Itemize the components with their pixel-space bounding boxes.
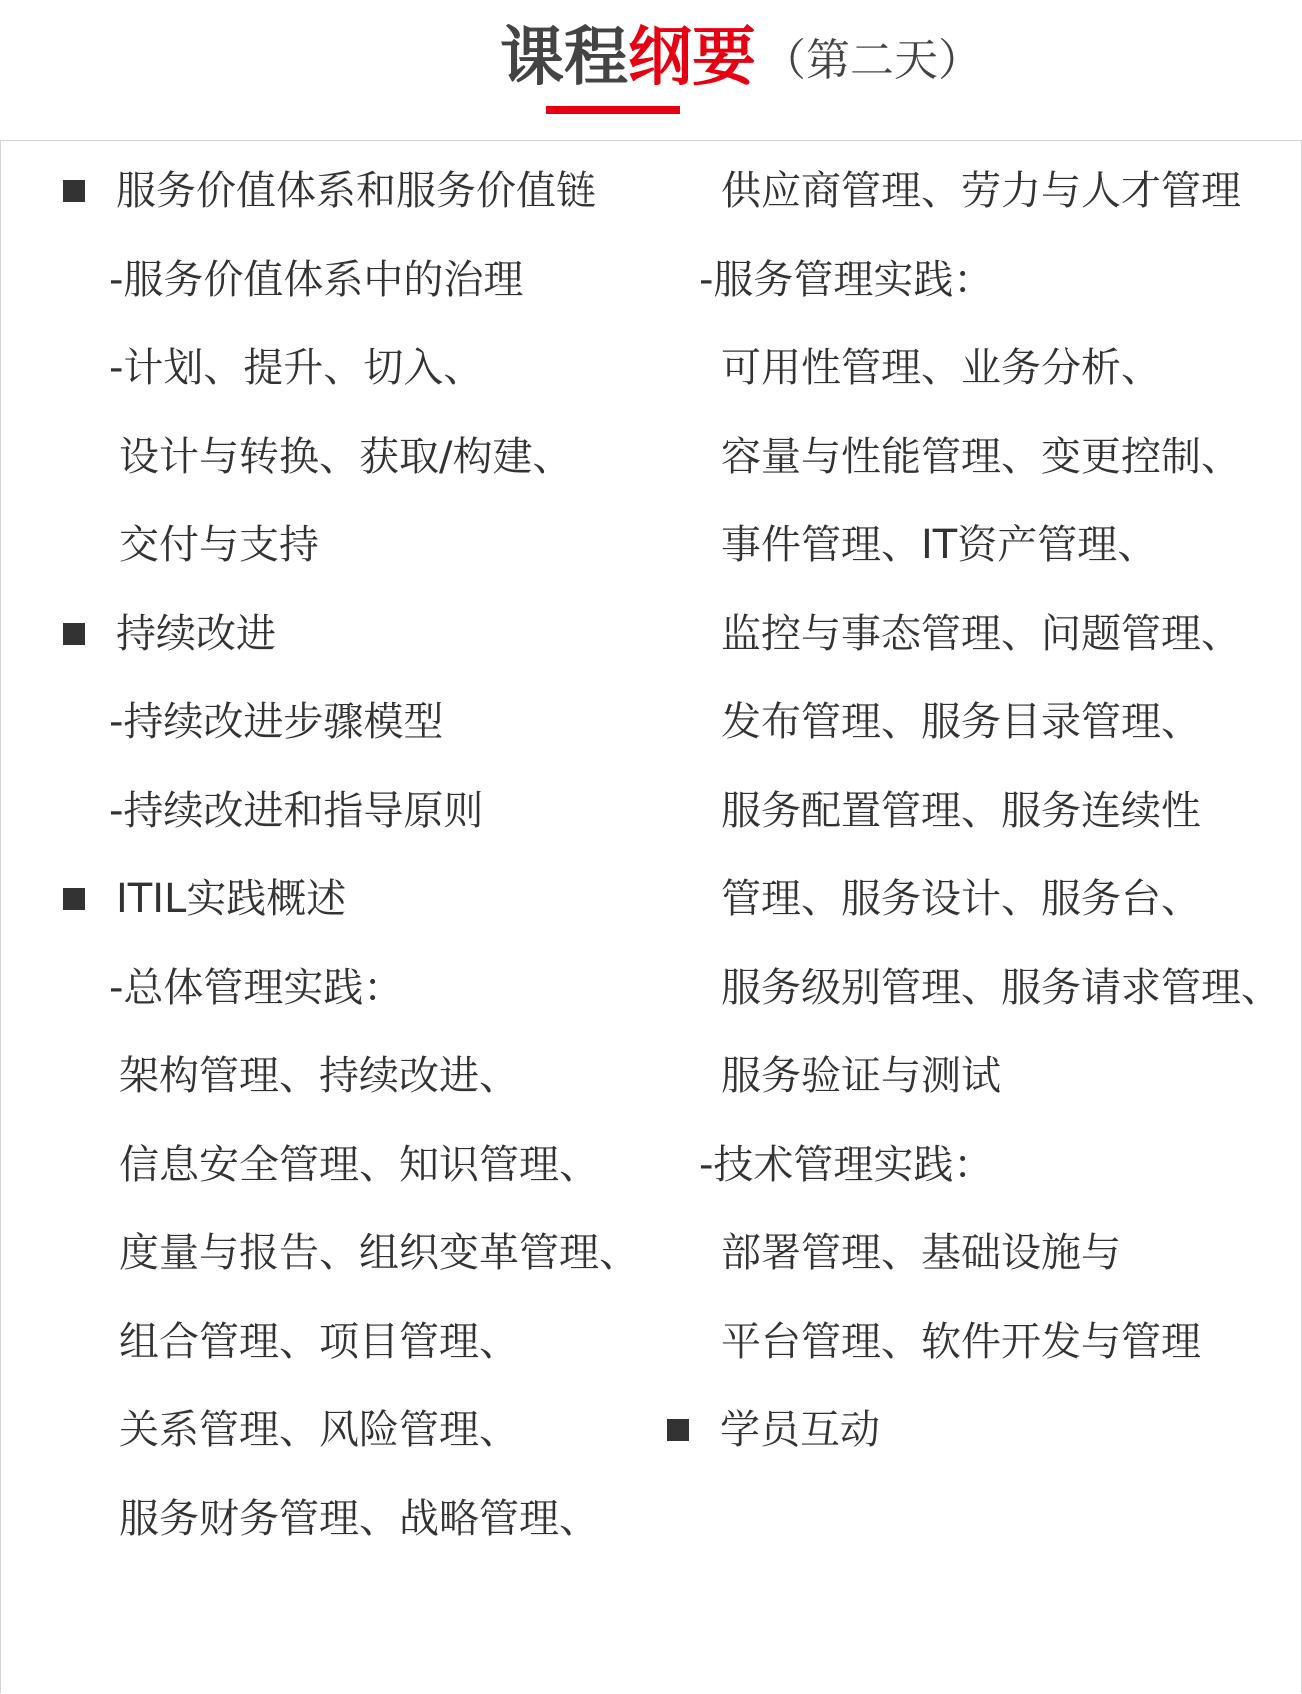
outline-text: 容量与性能管理、变更控制、 [721, 433, 1241, 480]
outline-text: 服务配置管理、服务连续性 [721, 787, 1201, 834]
outline-text: -技术管理实践： [699, 1141, 994, 1188]
outline-text: -总体管理实践： [109, 964, 404, 1011]
outline-text: 设计与转换、获取/构建、 [119, 433, 573, 480]
outline-text: 交付与支持 [119, 522, 319, 568]
outline-text: 部署管理、基础设施与 [721, 1230, 1121, 1276]
square-bullet-icon [63, 888, 85, 910]
square-bullet-icon [63, 623, 85, 645]
outline-text: 度量与报告、组织变革管理、 [119, 1230, 639, 1276]
outline-text: 平台管理、软件开发与管理 [721, 1318, 1201, 1365]
outline-text: 服务财务管理、战略管理、 [119, 1495, 599, 1542]
outline-text: 服务级别管理、服务请求管理、 [721, 964, 1281, 1011]
outline-text: -持续改进和指导原则 [109, 787, 484, 834]
outline-text: 可用性管理、业务分析、 [721, 345, 1161, 391]
outline-text: 事件管理、IT资产管理、 [721, 522, 1158, 568]
outline-text: 监控与事态管理、问题管理、 [721, 610, 1241, 657]
outline-text: 管理、服务设计、服务台、 [721, 876, 1201, 922]
outline-text: -计划、提升、切入、 [109, 345, 484, 391]
outline-text: -持续改进步骤模型 [109, 699, 444, 745]
outline-text: 关系管理、风险管理、 [119, 1407, 519, 1453]
outline-text: 供应商管理、劳力与人才管理 [721, 168, 1241, 214]
outline-text: 服务价值体系和服务价值链 [116, 168, 596, 214]
outline-text: ITIL实践概述 [116, 876, 347, 922]
outline-text: 持续改进 [116, 610, 276, 657]
outline-text: 组合管理、项目管理、 [119, 1318, 519, 1365]
outline-text: 架构管理、持续改进、 [119, 1053, 519, 1099]
outline-text: -服务管理实践： [699, 256, 994, 303]
title-part1: 课程 [500, 21, 628, 95]
outline-text: 信息安全管理、知识管理、 [119, 1141, 599, 1188]
outline-panel [0, 140, 1302, 1693]
outline-text: 学员互动 [720, 1407, 880, 1453]
square-bullet-icon [63, 180, 85, 202]
title-subtitle: （第二天） [762, 35, 982, 86]
square-bullet-icon [667, 1419, 689, 1441]
title-part2: 纲要 [628, 21, 756, 95]
header [0, 0, 1302, 140]
outline-text: 发布管理、服务目录管理、 [721, 699, 1201, 745]
outline-text: -服务价值体系中的治理 [109, 256, 524, 303]
outline-text: 服务验证与测试 [721, 1053, 1001, 1099]
page-title [500, 18, 982, 114]
title-underline [546, 106, 680, 114]
